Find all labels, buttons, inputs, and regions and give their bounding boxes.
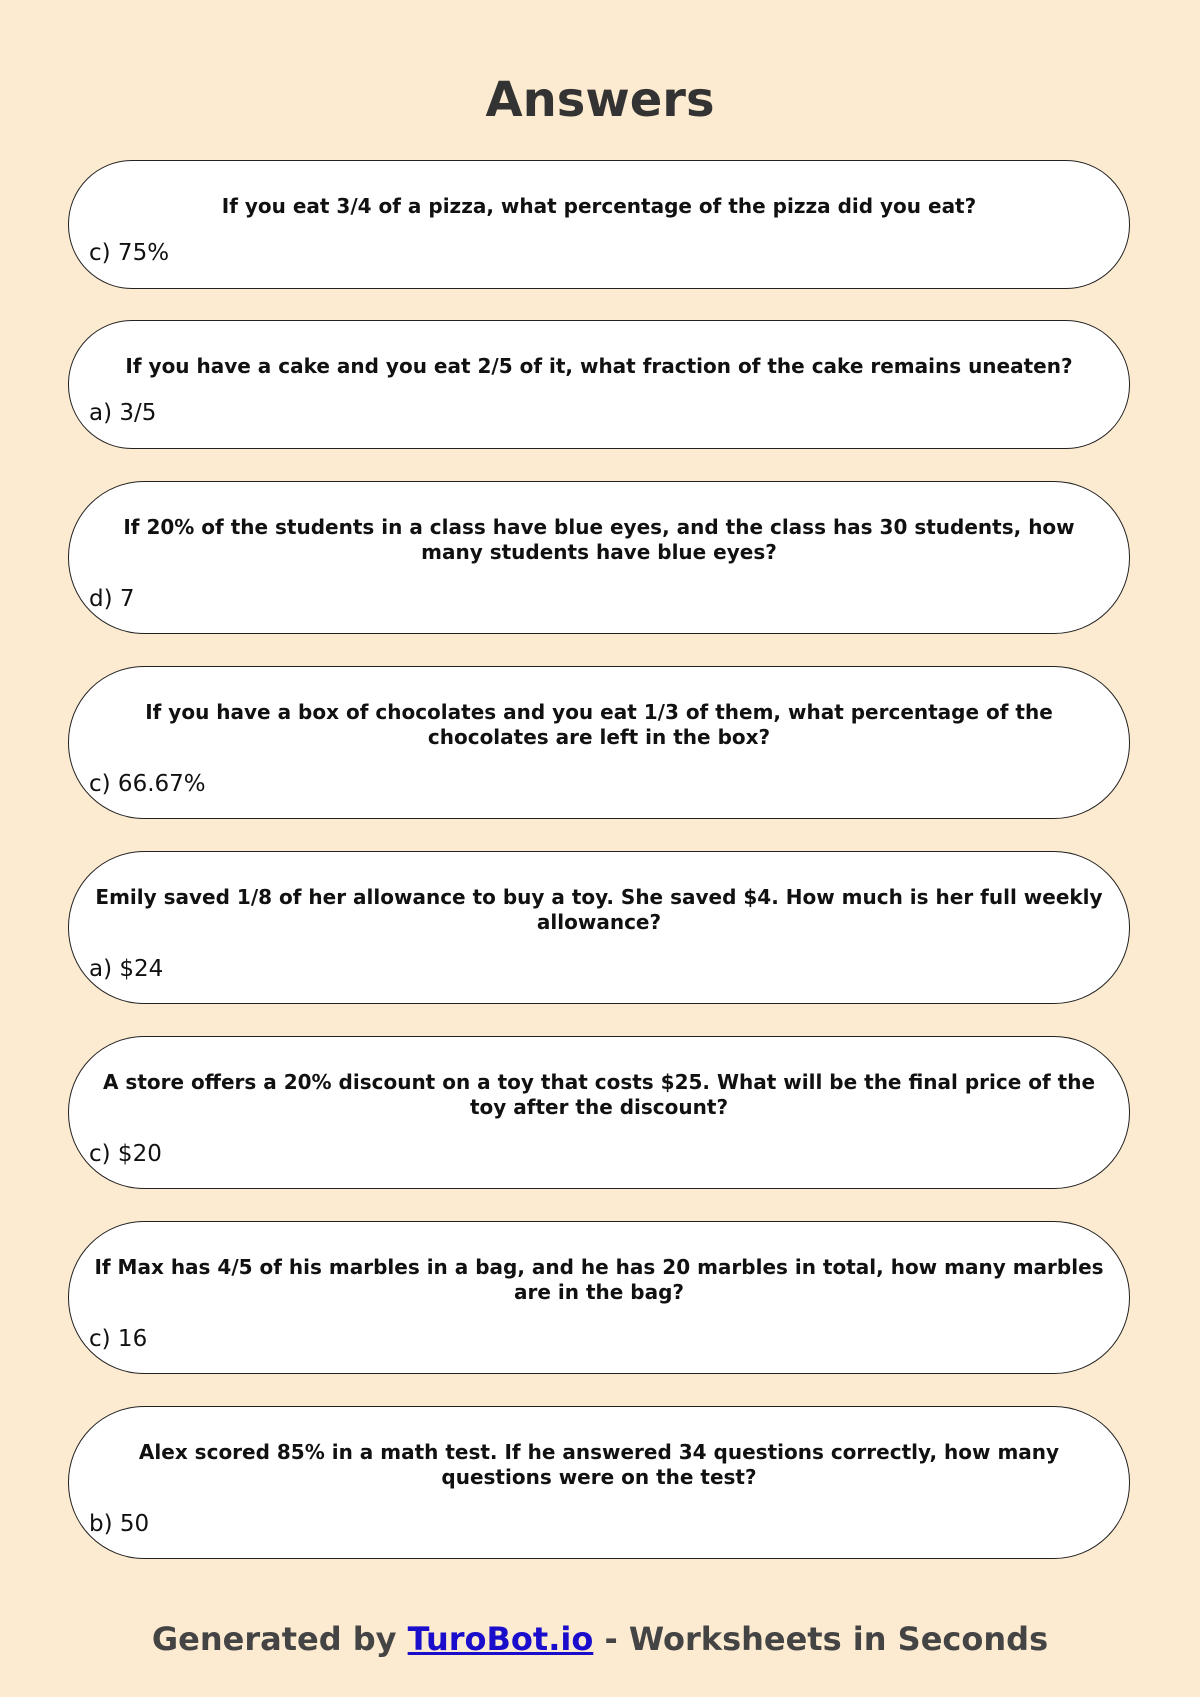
question-text: A store offers a 20% discount on a toy that costs $25. What will be the final price of the toy after the discount? — [102, 1070, 1096, 1119]
answer-text: c) 66.67% — [89, 771, 206, 797]
footer — [0, 1617, 1200, 1661]
answer-card — [68, 1406, 1130, 1559]
turobot-link[interactable]: TuroBot.io — [407, 1620, 594, 1658]
answer-text: b) 50 — [89, 1511, 150, 1537]
answer-card — [68, 160, 1130, 289]
question-text: If you have a box of chocolates and you eat 1/3 of them, what percentage of the chocolates are left in the box? — [145, 700, 1053, 749]
answer-text: a) $24 — [89, 956, 164, 982]
answer-card — [68, 1036, 1130, 1189]
footer-prefix: Generated by — [151, 1620, 408, 1658]
answer-text: a) 3/5 — [89, 400, 157, 426]
answer-card — [68, 1221, 1130, 1374]
answer-text: c) 16 — [89, 1326, 148, 1352]
page-title: Answers — [485, 72, 715, 128]
answer-text: c) 75% — [89, 240, 170, 266]
question-text: If you have a cake and you eat 2/5 of it, what fraction of the cake remains uneaten? — [125, 354, 1073, 378]
answer-text: d) 7 — [89, 586, 135, 612]
footer-suffix: - Worksheets in Seconds — [593, 1620, 1049, 1658]
question-text: Alex scored 85% in a math test. If he answered 34 questions correctly, how many questions were on the test? — [138, 1440, 1060, 1489]
answer-card — [68, 481, 1130, 634]
question-text: If you eat 3/4 of a pizza, what percentage of the pizza did you eat? — [221, 194, 977, 218]
answer-card — [68, 320, 1130, 449]
answer-text: c) $20 — [89, 1141, 162, 1167]
question-text: Emily saved 1/8 of her allowance to buy a toy. She saved $4. How much is her full weekly allowance? — [95, 885, 1103, 934]
answer-card — [68, 851, 1130, 1004]
answer-card — [68, 666, 1130, 819]
question-text: If 20% of the students in a class have blue eyes, and the class has 30 students, how many students have blue eyes? — [123, 515, 1075, 564]
question-text: If Max has 4/5 of his marbles in a bag, and he has 20 marbles in total, how many marbles are in the bag? — [94, 1255, 1104, 1304]
